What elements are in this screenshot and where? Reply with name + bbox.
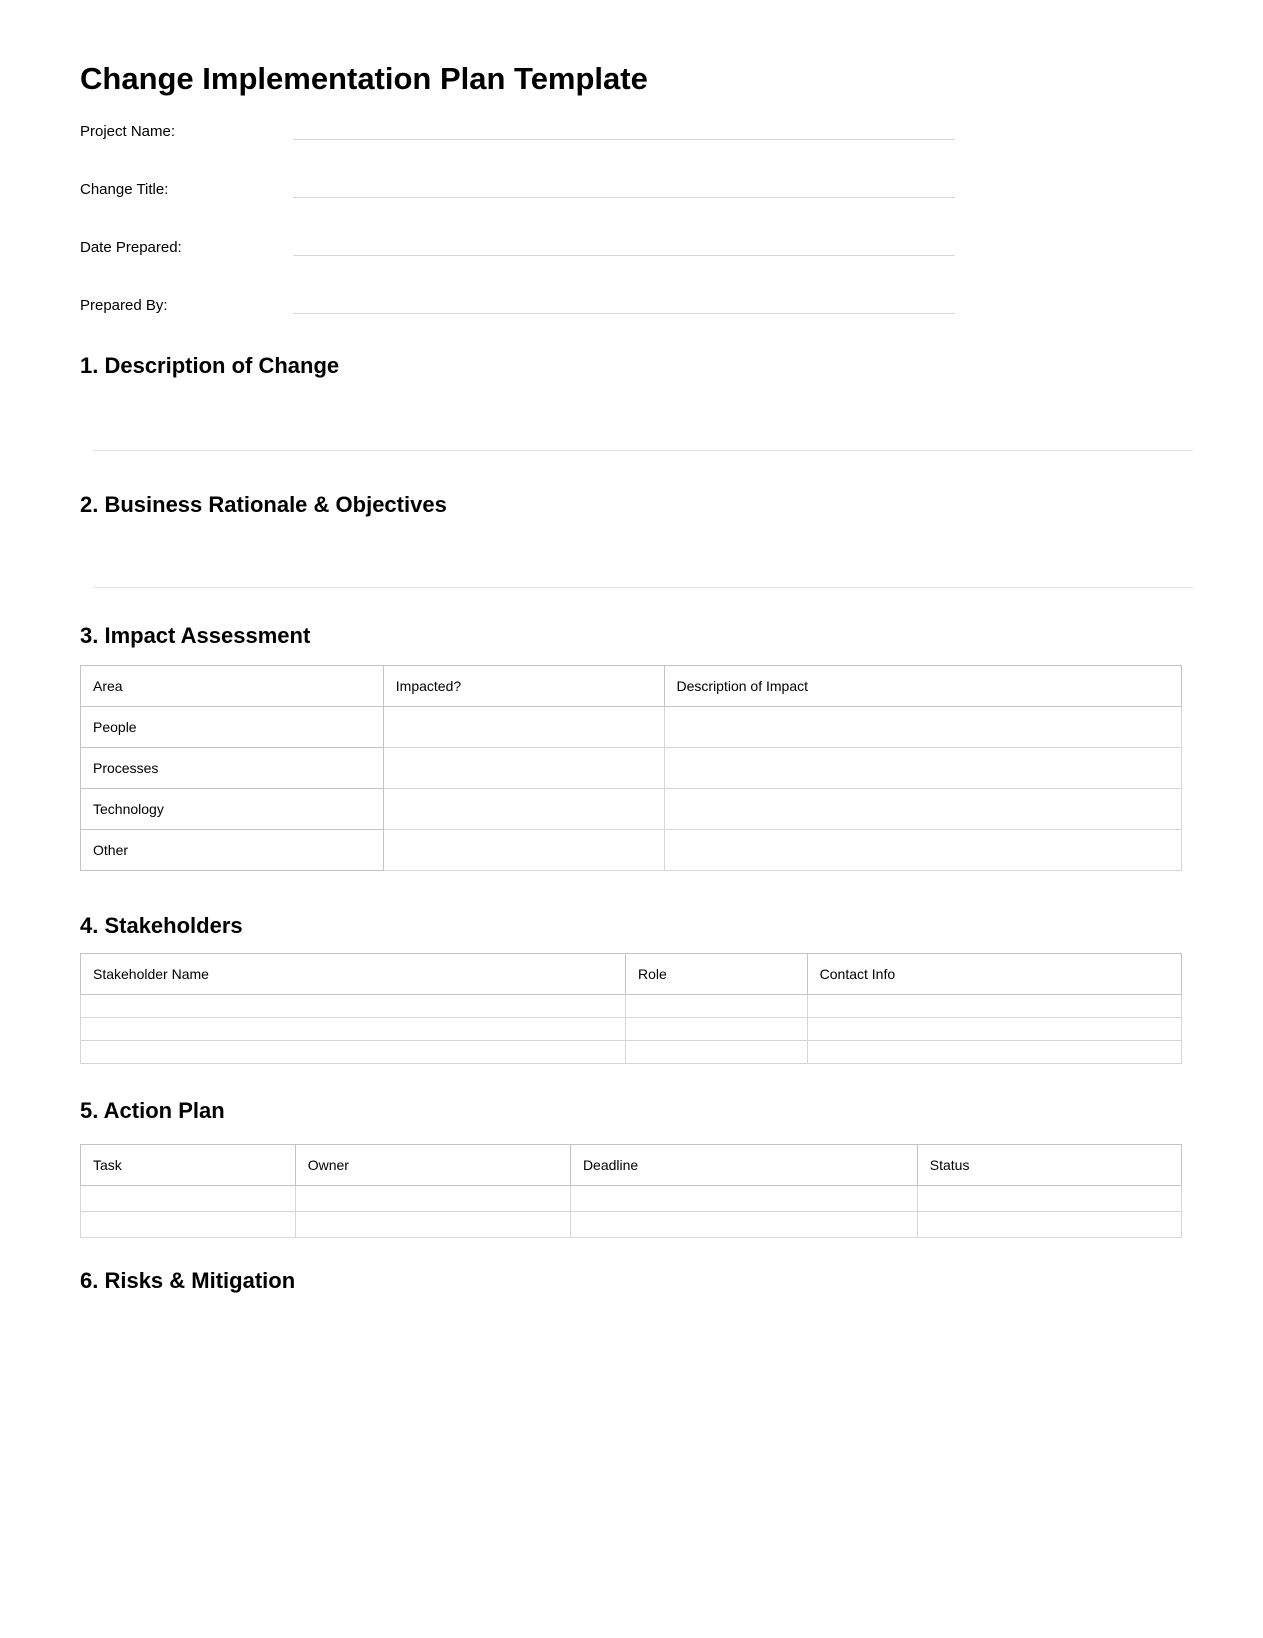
cell-role-3[interactable] <box>625 1041 807 1064</box>
cell-people-impacted[interactable] <box>383 707 664 748</box>
column-header-status: Status <box>917 1145 1181 1186</box>
stakeholders-table <box>80 953 1182 1064</box>
cell-task-2[interactable] <box>81 1212 296 1238</box>
section-heading-risks-mitigation: 6. Risks & Mitigation <box>80 1268 296 1293</box>
table-row <box>81 995 1182 1018</box>
field-label-prepared-by: Prepared By: <box>80 297 168 314</box>
section-heading-business-rationale: 2. Business Rationale & Objectives <box>80 492 447 517</box>
table-row <box>81 1186 1182 1212</box>
cell-owner-2[interactable] <box>295 1212 570 1238</box>
field-row-date-prepared <box>80 238 1182 258</box>
field-row-change-title <box>80 180 1182 200</box>
column-header-description-of-impact: Description of Impact <box>664 666 1181 707</box>
row-label-people: People <box>81 707 384 748</box>
table-row-technology <box>81 789 1182 830</box>
cell-processes-impacted[interactable] <box>383 748 664 789</box>
cell-deadline-1[interactable] <box>570 1186 917 1212</box>
section-description-of-change <box>80 354 1182 451</box>
cell-technology-impacted[interactable] <box>383 789 664 830</box>
section-action-plan <box>80 1099 1182 1238</box>
field-label-date-prepared: Date Prepared: <box>80 239 182 256</box>
cell-other-description[interactable] <box>664 830 1181 871</box>
row-label-other: Other <box>81 830 384 871</box>
cell-processes-description[interactable] <box>664 748 1181 789</box>
cell-people-description[interactable] <box>664 707 1181 748</box>
table-row <box>81 1212 1182 1238</box>
field-value-line-date-prepared[interactable] <box>293 238 955 256</box>
header-fields <box>80 122 1182 316</box>
field-value-line-project-name[interactable] <box>293 122 955 140</box>
column-header-owner: Owner <box>295 1145 570 1186</box>
table-row-processes <box>81 748 1182 789</box>
cell-status-2[interactable] <box>917 1212 1181 1238</box>
column-header-deadline: Deadline <box>570 1145 917 1186</box>
table-row-other <box>81 830 1182 871</box>
section-heading-description-of-change: 1. Description of Change <box>80 353 340 378</box>
cell-owner-1[interactable] <box>295 1186 570 1212</box>
column-header-stakeholder-name: Stakeholder Name <box>81 954 626 995</box>
document-title: Change Implementation Plan Template <box>80 61 648 96</box>
column-header-impacted: Impacted? <box>383 666 664 707</box>
section-stakeholders <box>80 914 1182 1064</box>
cell-stakeholder-name-3[interactable] <box>81 1041 626 1064</box>
cell-technology-description[interactable] <box>664 789 1181 830</box>
document-body <box>0 60 1263 1293</box>
cell-stakeholder-name-1[interactable] <box>81 995 626 1018</box>
table-row <box>81 1041 1182 1064</box>
table-header-row <box>81 1145 1182 1186</box>
table-header-row <box>81 954 1182 995</box>
field-value-line-change-title[interactable] <box>293 180 955 198</box>
row-label-technology: Technology <box>81 789 384 830</box>
impact-assessment-table <box>80 665 1182 871</box>
cell-task-1[interactable] <box>81 1186 296 1212</box>
table-row <box>81 1018 1182 1041</box>
column-header-role: Role <box>625 954 807 995</box>
cell-status-1[interactable] <box>917 1186 1181 1212</box>
table-header-row <box>81 666 1182 707</box>
rationale-fill-area[interactable] <box>93 517 1193 588</box>
section-heading-impact-assessment: 3. Impact Assessment <box>80 623 311 648</box>
description-fill-area[interactable] <box>93 378 1193 451</box>
section-business-rationale <box>80 493 1182 588</box>
cell-other-impacted[interactable] <box>383 830 664 871</box>
column-header-contact-info: Contact Info <box>807 954 1181 995</box>
cell-stakeholder-name-2[interactable] <box>81 1018 626 1041</box>
cell-contact-info-1[interactable] <box>807 995 1181 1018</box>
column-header-area: Area <box>81 666 384 707</box>
field-value-line-prepared-by[interactable] <box>293 296 955 314</box>
field-label-change-title: Change Title: <box>80 181 169 198</box>
column-header-task: Task <box>81 1145 296 1186</box>
cell-role-2[interactable] <box>625 1018 807 1041</box>
section-heading-stakeholders: 4. Stakeholders <box>80 913 243 938</box>
cell-contact-info-3[interactable] <box>807 1041 1181 1064</box>
section-risks-mitigation <box>80 1269 1182 1293</box>
section-heading-action-plan: 5. Action Plan <box>80 1098 225 1123</box>
section-impact-assessment <box>80 624 1182 871</box>
cell-role-1[interactable] <box>625 995 807 1018</box>
field-row-prepared-by <box>80 296 1182 316</box>
table-row-people <box>81 707 1182 748</box>
cell-deadline-2[interactable] <box>570 1212 917 1238</box>
field-label-project-name: Project Name: <box>80 123 176 140</box>
row-label-processes: Processes <box>81 748 384 789</box>
action-plan-table <box>80 1144 1182 1238</box>
cell-contact-info-2[interactable] <box>807 1018 1181 1041</box>
field-row-project-name <box>80 122 1182 142</box>
